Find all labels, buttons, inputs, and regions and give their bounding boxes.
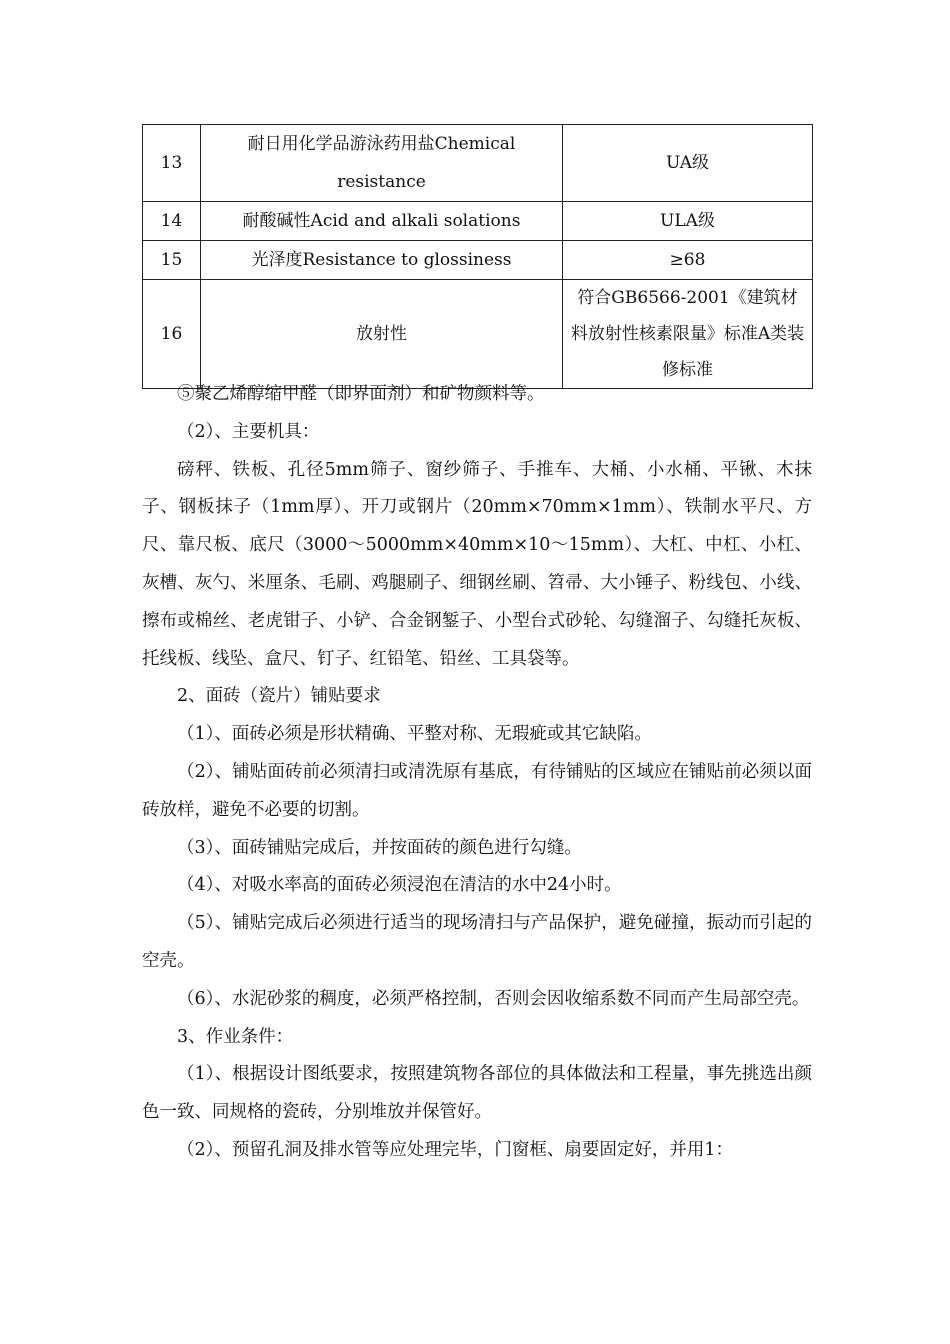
paragraph-requirement-4: （4）、对吸水率高的面砖必须浸泡在清洁的水中24小时。 xyxy=(177,875,622,896)
table-row xyxy=(143,280,813,389)
row-value: UA级 xyxy=(563,125,813,202)
row-value: ≥68 xyxy=(563,241,813,280)
row-item: 光泽度Resistance to glossiness xyxy=(201,241,563,280)
row-item: 耐日用化学品游泳药用盐Chemical resistance xyxy=(201,125,563,202)
paragraph-requirement-3: （3）、面砖铺贴完成后，并按面砖的颜色进行勾缝。 xyxy=(177,837,582,858)
paragraph-requirement-2: （2）、铺贴面砖前必须清扫或清洗原有基底，有待铺贴的区域应在铺贴前必须以面砖放样，避免不必要的切割。 xyxy=(142,761,812,820)
row-item: 耐酸碱性Acid and alkali solations xyxy=(201,202,563,241)
paragraph-condition-2: （2）、预留孔洞及排水管等应处理完毕，门窗框、扇要固定好，并用1： xyxy=(177,1139,734,1160)
paragraph-heading-tools: （2）、主要机具： xyxy=(177,421,320,442)
paragraph-materials: ⑤聚乙烯醇缩甲醛（即界面剂）和矿物颜料等。 xyxy=(177,384,545,404)
row-number: 13 xyxy=(143,125,201,202)
spec-table xyxy=(142,124,813,389)
paragraph-requirement-5: （5）、铺贴完成后必须进行适当的现场清扫与产品保护，避免碰撞，振动而引起的空壳。 xyxy=(142,913,812,971)
table-row xyxy=(143,125,813,202)
row-number: 14 xyxy=(143,202,201,241)
section-heading-tile-requirements: 2、面砖（瓷片）铺贴要求 xyxy=(177,686,381,707)
paragraph-requirement-6: （6）、水泥砂浆的稠度，必须严格控制，否则会因收缩系数不同而产生局部空壳。 xyxy=(177,988,810,1009)
body-text xyxy=(142,376,812,1170)
row-item: 放射性 xyxy=(201,280,563,389)
row-number: 16 xyxy=(143,280,201,389)
row-value: ULA级 xyxy=(563,202,813,241)
paragraph-tools-list: 磅秤、铁板、孔径5mm筛子、窗纱筛子、手推车、大桶、小水桶、平锹、木抹子、钢板抹子（1mm厚）、开刀或钢片（20mm×70mm×1mm）、铁制水平尺、方尺、靠尺板、底尺（3000～5000mm×40mm×10～15mm）、大杠、中杠、小杠、灰槽、灰勺、米厘条、毛刷、鸡腿刷子、细钢丝刷、笤帚、大小锤子、粉线包、小线、擦布或棉丝、老虎钳子、小铲、合金钢錾子、小型台式砂轮、勾缝溜子、勾缝托灰板、托线板、线坠、盒尺、钉子、红铅笔、铅丝、工具袋等。 xyxy=(142,459,812,669)
paragraph-condition-1: （1）、根据设计图纸要求，按照建筑物各部位的具体做法和工程量，事先挑选出颜色一致、同规格的瓷砖，分别堆放并保管好。 xyxy=(142,1064,812,1123)
table-row xyxy=(143,241,813,280)
section-heading-work-conditions: 3、作业条件： xyxy=(177,1026,294,1047)
row-value: 符合GB6566-2001《建筑材料放射性核素限量》标准A类装修标准 xyxy=(563,280,813,389)
paragraph-requirement-1: （1）、面砖必须是形状精确、平整对称、无瑕疵或其它缺陷。 xyxy=(177,724,652,745)
table-row xyxy=(143,202,813,241)
row-number: 15 xyxy=(143,241,201,280)
